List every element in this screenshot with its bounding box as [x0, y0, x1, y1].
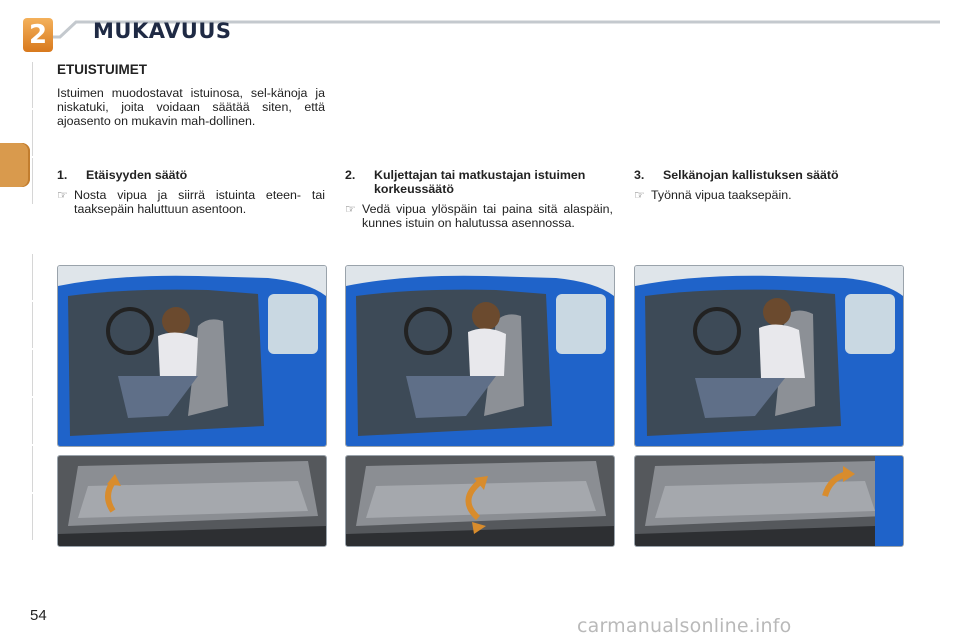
step-heading: Kuljettajan tai matkustajan istuimen korkeussäätö — [374, 168, 586, 196]
chapter-tab-7[interactable] — [16, 350, 33, 396]
step-number: 2. — [345, 168, 356, 182]
chapter-tab-8[interactable] — [16, 398, 33, 444]
step-text: Nosta vipua ja siirrä istuinta eteen- tai taaksepäin haluttuun asentoon. — [74, 188, 325, 216]
lever-closeup-2 — [345, 455, 615, 547]
lever-closeup-1 — [57, 455, 327, 547]
chapter-number: 2 — [28, 20, 48, 50]
pointing-hand-icon: ☞ — [345, 202, 356, 216]
car-seat-photo-1 — [57, 265, 327, 447]
step-text: Vedä vipua ylöspäin tai paina sitä alaspäin, kunnes istuin on halutussa asennossa. — [362, 202, 613, 230]
section-title: ETUISTUIMET — [57, 62, 147, 77]
chapter-tab-9[interactable] — [16, 446, 33, 492]
chapter-tab-6[interactable] — [16, 302, 33, 348]
chapter-tab-10[interactable] — [16, 494, 33, 540]
chapter-tab-active[interactable] — [0, 143, 30, 187]
step-heading: Etäisyyden säätö — [86, 168, 188, 182]
chapter-tab-strip — [0, 62, 34, 578]
pointing-hand-icon: ☞ — [57, 188, 68, 202]
intro-paragraph: Istuimen muodostavat istuinosa, sel-känoja ja niskatuki, joita voidaan säätää siten, että ajoasento on mukavin mah-dollinen. — [57, 86, 325, 128]
instruction-column-2 — [345, 168, 613, 230]
instruction-column-1 — [57, 168, 325, 216]
step-number: 1. — [57, 168, 68, 182]
chapter-tab-5[interactable] — [16, 254, 33, 300]
step-text: Työnnä vipua taaksepäin. — [651, 188, 792, 202]
step-heading: Selkänojan kallistuksen säätö — [663, 168, 839, 182]
step-number: 3. — [634, 168, 645, 182]
car-seat-photo-3 — [634, 265, 904, 447]
watermark: carmanualsonline.info — [577, 615, 792, 637]
instruction-column-3 — [634, 168, 902, 202]
chapter-title: MUKAVUUS — [93, 19, 232, 43]
pointing-hand-icon: ☞ — [634, 188, 645, 202]
chapter-tab-1[interactable] — [16, 62, 33, 108]
page-number: 54 — [30, 607, 47, 624]
lever-closeup-3 — [634, 455, 904, 547]
car-seat-photo-2 — [345, 265, 615, 447]
